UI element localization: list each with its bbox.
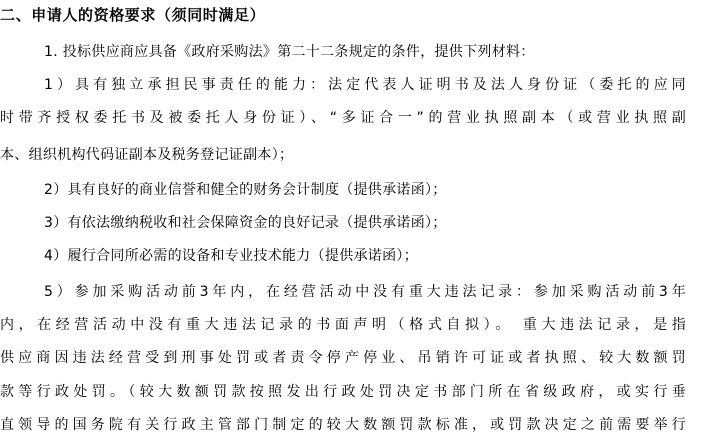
item-5-line-1: 5）参加采购活动前3年内，在经营活动中没有重大违法记录：参加采购活动前3年 [44,284,686,300]
section-heading: 二、申请人的资格要求（须同时满足） [0,6,266,24]
item-1-line-1: 1）具有独立承担民事责任的能力：法定代表人证明书及法人身份证（委托的应同 [44,77,686,93]
item-2-line-1: 2）具有良好的商业信誉和健全的财务会计制度（提供承诺函）； [44,182,447,198]
item-1-line-2: 时带齐授权委托书及被委托人身份证）、“多证合一”的营业执照副本（或营业执照副 [0,110,686,126]
item-5-line-5: 直领导的国务院有关行政主管部门制定的较大数额罚款标准，或罚款决定之前需要举行 [0,417,686,433]
item-4-line-1: 4）履行合同所必需的设备和专业技术能力（提供承诺函）； [44,248,419,264]
paragraph-1-line-1: 1. 投标供应商应具备《政府采购法》第二十二条规定的条件，提供下列材料： [44,44,535,60]
item-5-line-2: 内，在经营活动中没有重大违法记录的书面声明（格式自拟）。 重大违法记录，是指 [0,317,686,333]
item-3-line-1: 3）有依法缴纳税收和社会保障资金的良好记录（提供承诺函）； [44,215,447,231]
item-1-line-3: 本、组织机构代码证副本及税务登记证副本）； [0,147,294,163]
item-5-line-3: 供应商因违法经营受到刑事处罚或者责令停产停业、吊销许可证或者执照、较大数额罚 [0,350,686,366]
item-5-line-4: 款等行政处罚。（较大数额罚款按照发出行政处罚决定书部门所在省级政府，或实行垂 [0,384,686,400]
